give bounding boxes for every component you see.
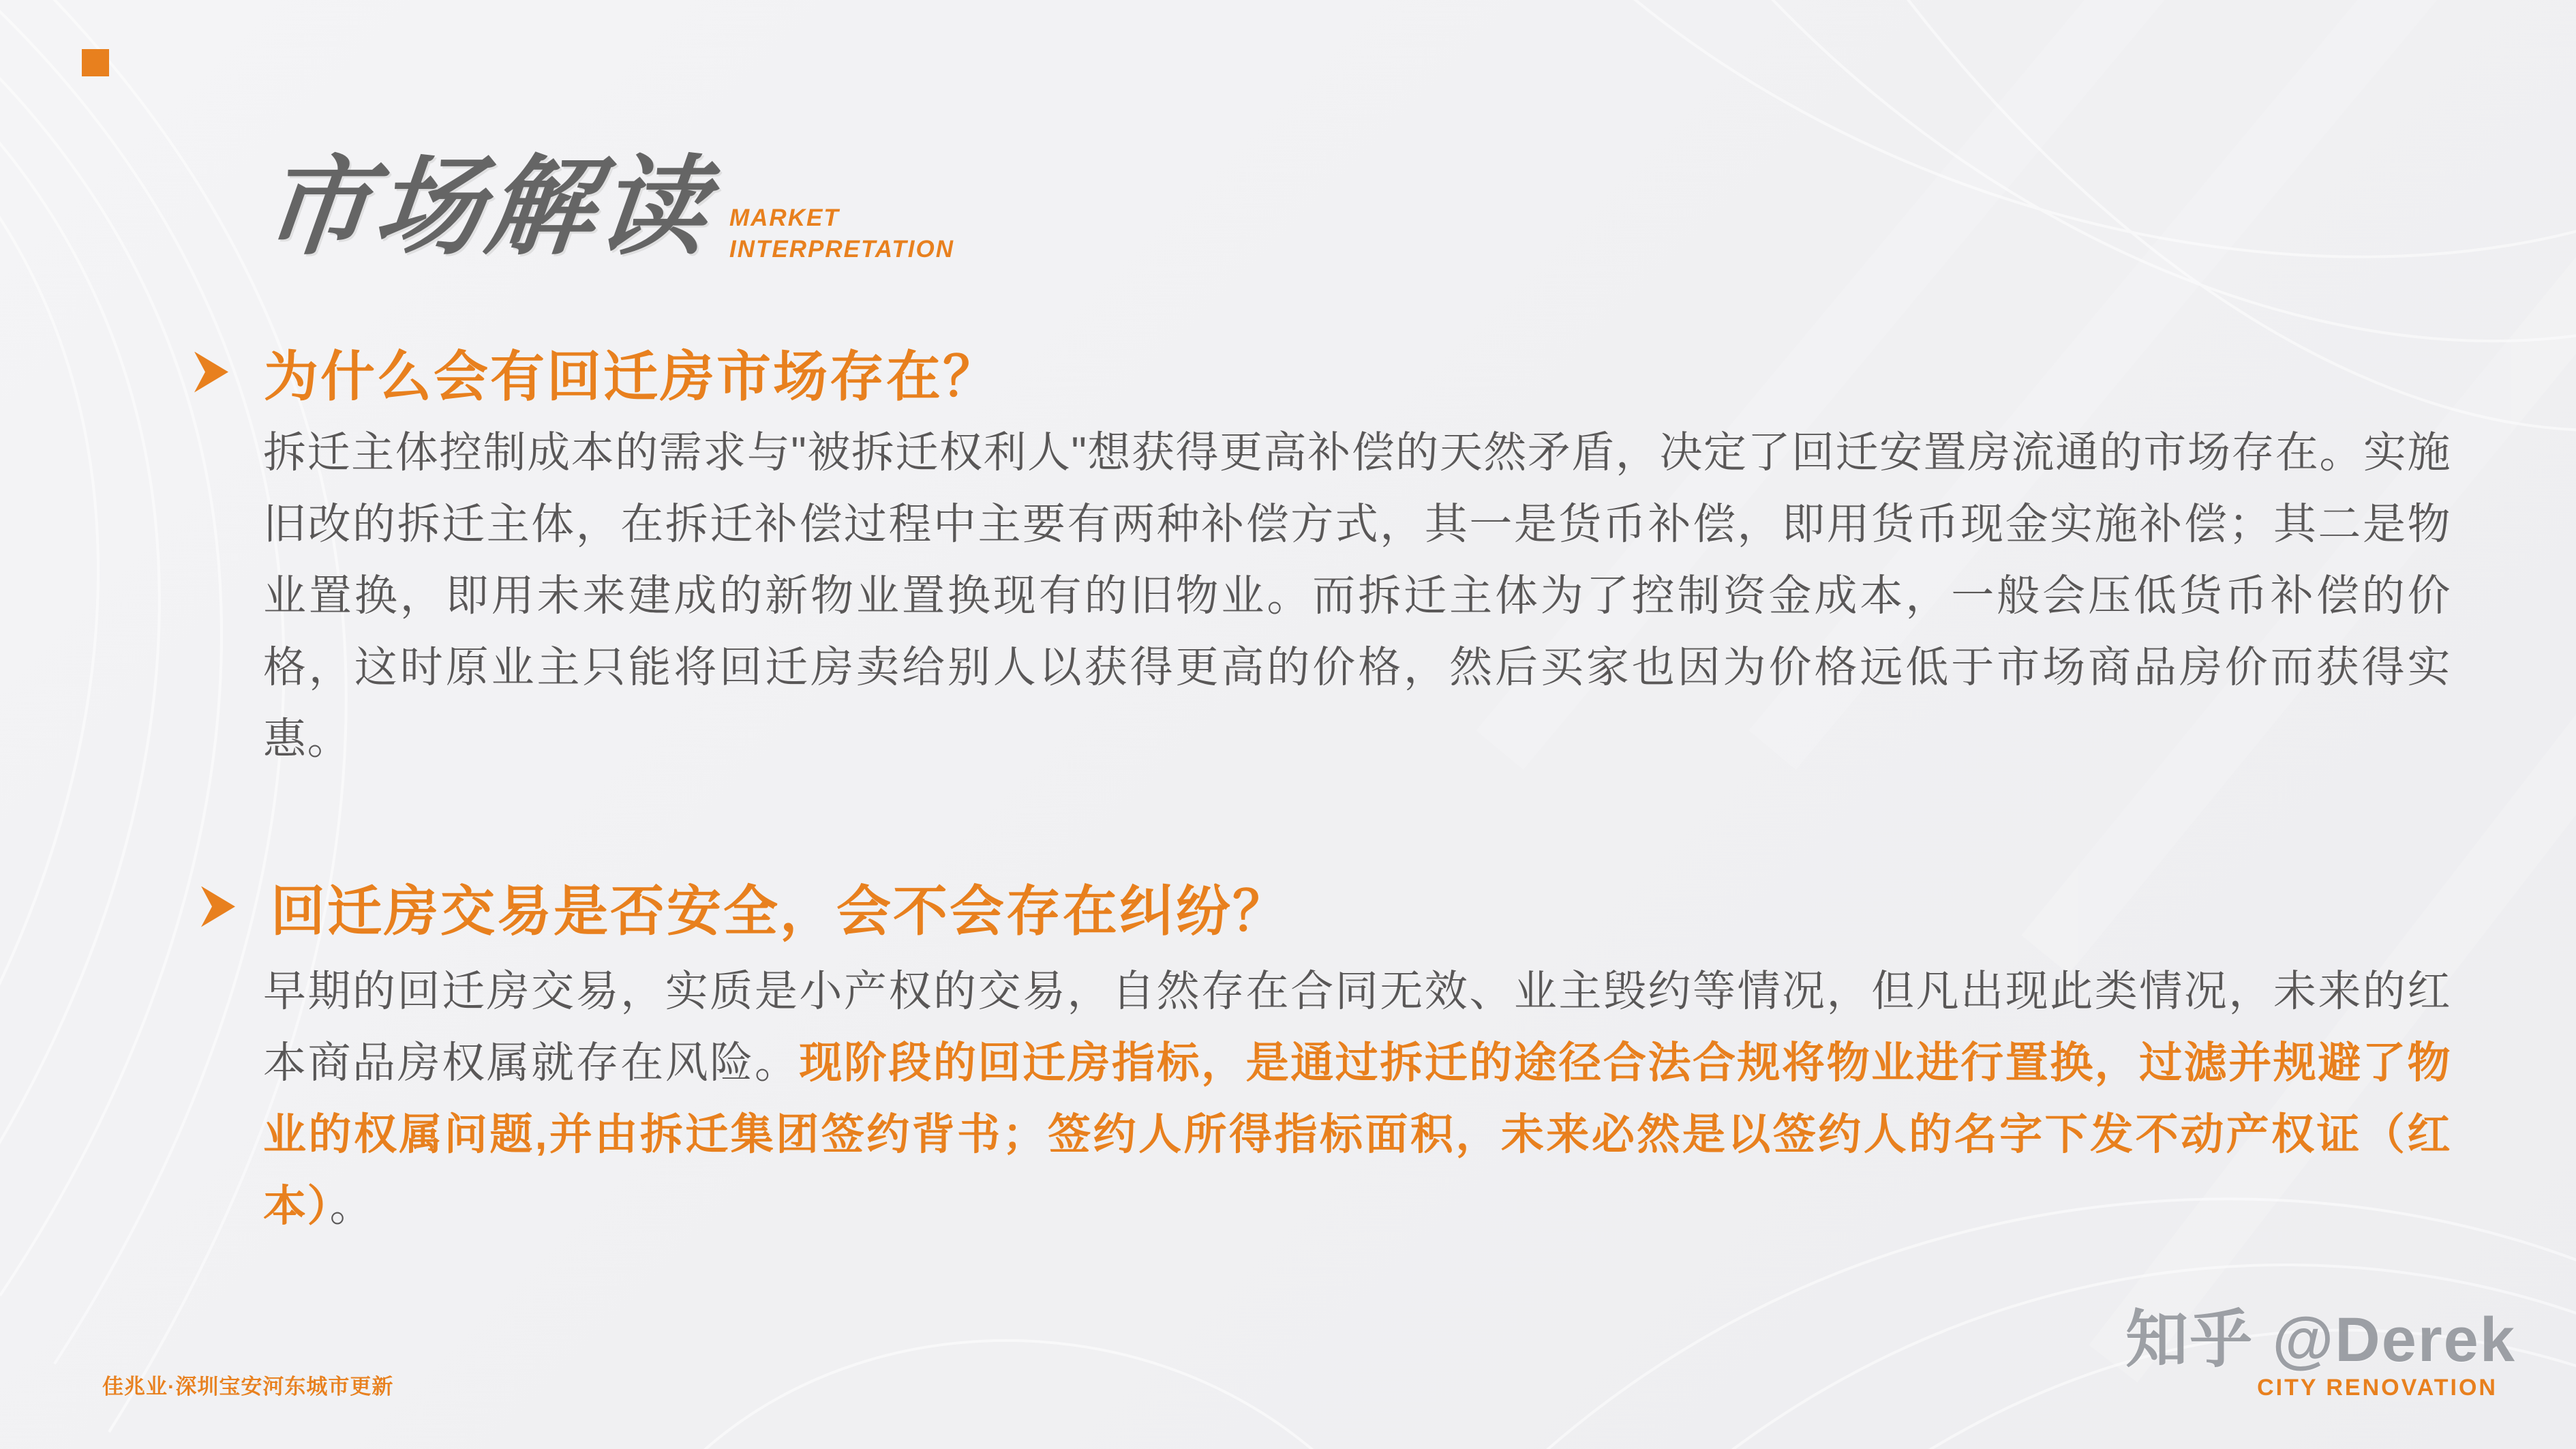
question-heading-1-text: 为什么会有回迁房市场存在？ — [264, 346, 999, 407]
answer-paragraph-2-highlight: 现阶段的回迁房指标，是通过拆迁的途径合法合规将物业进行置换，过滤并规避了物业的权属问题,并由拆迁集团签约背书；签约人所得指标面积，未来必然是以签约人的名字下发不动产权证（红本） — [263, 1039, 2451, 1230]
answer-paragraph-2 — [263, 956, 2451, 1242]
question-heading-2 — [201, 867, 1289, 946]
question-heading-1 — [194, 333, 999, 411]
city-renovation-label: CITY RENOVATION — [2257, 1375, 2498, 1401]
answer-paragraph-1 — [263, 417, 2451, 775]
answer-paragraph-2-end: 。 — [329, 1182, 374, 1230]
subtitle-line-2: INTERPRETATION — [729, 235, 955, 263]
answer-paragraph-1-text: 拆迁主体控制成本的需求与"被拆迁权利人"想获得更高补偿的天然矛盾，决定了回迁安置房流通的市场存在。实施旧改的拆迁主体，在拆迁补偿过程中主要有两种补偿方式，其一是货币补偿，即用货币现金实施补偿；其二是物业置换，即用未来建成的新物业置换现有的旧物业。而拆迁主体为了控制资金成本，一般会压低货币补偿的价格，这时原业主只能将回迁房卖给别人以获得更高的价格，然后买家也因为价格远低于市场商品房价而获得实惠。 — [263, 429, 2451, 763]
subtitle-line-1: MARKET — [729, 205, 840, 231]
project-name-label: 佳兆业·深圳宝安河东城市更新 — [102, 1375, 394, 1399]
page-title: 市场解读 — [256, 147, 717, 267]
question-heading-2-text: 回迁房交易是否安全，会不会存在纠纷？ — [271, 881, 1289, 942]
slide-header — [256, 147, 955, 267]
zhihu-watermark: 知乎 @Derek — [2125, 1305, 2516, 1375]
arrow-bullet-icon — [194, 352, 228, 393]
answer-paragraph-2-normal: 早期的回迁房交易，实质是小产权的交易，自然存在合同无效、业主毁约等情况，但凡出现此类情况，未来的红本商品房权属就存在风险。 — [263, 968, 2451, 1087]
corner-accent-square — [82, 49, 109, 76]
arrow-bullet-icon — [201, 886, 235, 927]
page-subtitle — [729, 203, 954, 265]
